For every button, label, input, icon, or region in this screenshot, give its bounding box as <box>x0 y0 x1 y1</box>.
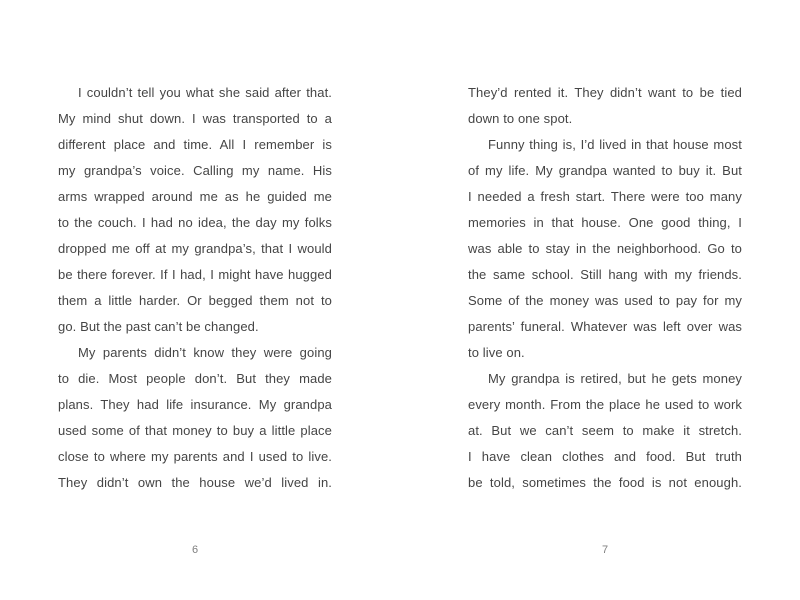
text-line: used some of that money to buy a little place <box>58 423 332 438</box>
text-line: My grandpa is retired, but he gets money <box>488 371 742 386</box>
text-line: to die. Most people don’t. But they made <box>58 371 332 386</box>
text-line: They didn’t own the house we’d lived in. <box>58 475 332 490</box>
page-right-text <box>468 80 742 496</box>
text-line: be there forever. If I had, I might have hugged <box>58 267 332 282</box>
text-line: Funny thing is, I’d lived in that house most <box>488 137 742 152</box>
page-number-left: 6 <box>191 544 199 556</box>
text-line: My mind shut down. I was transported to a <box>58 111 332 126</box>
page-left <box>58 0 332 600</box>
text-line: Some of the money was used to pay for my <box>468 293 742 308</box>
text-line: the same school. Still hang with my friends. <box>468 267 742 282</box>
text-line: They’d rented it. They didn’t want to be tied <box>468 85 742 100</box>
text-line: plans. They had life insurance. My grandpa <box>58 397 332 412</box>
text-line: of my life. My grandpa wanted to buy it. But <box>468 163 742 178</box>
text-line: arms wrapped around me as he guided me <box>58 189 332 204</box>
page-number-right: 7 <box>601 544 609 556</box>
text-line: go. But the past can’t be changed. <box>58 319 259 334</box>
page-left-text <box>58 80 332 496</box>
text-line: close to where my parents and I used to live. <box>58 449 332 464</box>
text-line: My parents didn’t know they were going <box>78 345 332 360</box>
text-line: down to one spot. <box>468 111 573 126</box>
text-line: memories in that house. One good thing, I <box>468 215 742 230</box>
page-right <box>468 0 742 600</box>
text-line: dropped me off at my grandpa’s, that I would <box>58 241 332 256</box>
text-line: my grandpa’s voice. Calling my name. His <box>58 163 332 178</box>
text-line: be told, sometimes the food is not enough. <box>468 475 742 490</box>
text-line: parents’ funeral. Whatever was left over was <box>468 319 742 334</box>
text-line: to live on. <box>468 345 525 360</box>
text-line: I needed a fresh start. There were too many <box>468 189 742 204</box>
text-line: at. But we can’t seem to make it stretch. <box>468 423 742 438</box>
text-line: different place and time. All I remember is <box>58 137 332 152</box>
text-line: I have clean clothes and food. But truth <box>468 449 742 464</box>
text-line: was able to stay in the neighborhood. Go to <box>468 241 742 256</box>
text-line: I couldn’t tell you what she said after that. <box>78 85 332 100</box>
text-line: every month. From the place he used to work <box>468 397 742 412</box>
text-line: them a little harder. Or begged them not to <box>58 293 332 308</box>
text-line: to the couch. I had no idea, the day my folks <box>58 215 332 230</box>
